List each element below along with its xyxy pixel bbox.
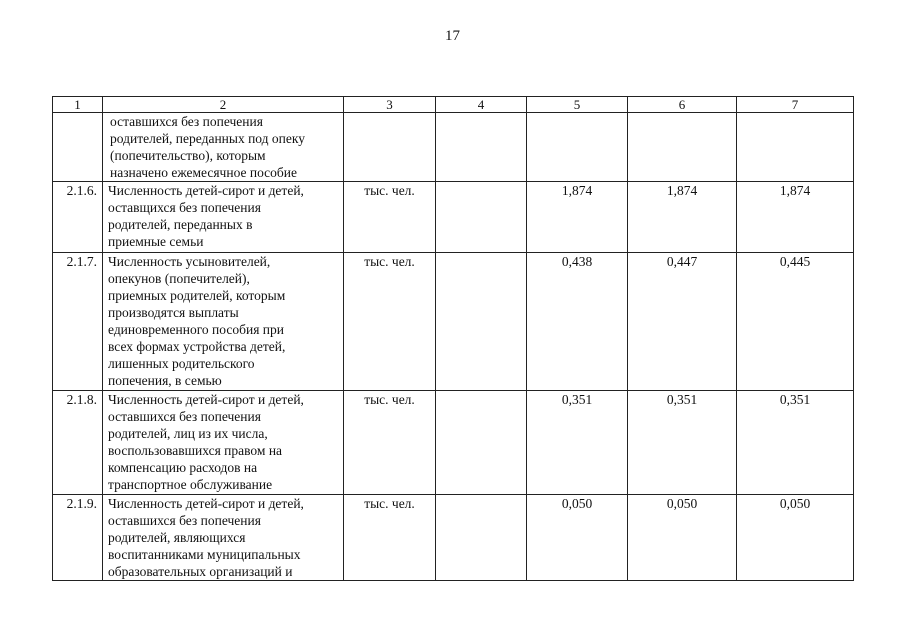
row-col4: [436, 391, 527, 495]
table-row: [53, 391, 854, 495]
row-number: 2.1.7.: [53, 253, 103, 391]
row-unit: тыс. чел.: [344, 391, 436, 495]
row-col4: [436, 495, 527, 581]
row-number: [53, 113, 103, 182]
row-description: [103, 391, 344, 495]
row-col7: 0,351: [737, 391, 854, 495]
description-line: родителей, переданных под опеку: [110, 131, 305, 146]
header-col-4: 4: [436, 97, 527, 113]
table-row: [53, 495, 854, 581]
row-description: [103, 113, 344, 182]
row-col6: [628, 113, 737, 182]
row-col7: [737, 113, 854, 182]
row-col4: [436, 113, 527, 182]
description-line: воспользовавшихся правом на: [108, 443, 283, 458]
header-col-7: 7: [737, 97, 854, 113]
description-line: транспортное обслуживание: [108, 477, 273, 492]
header-row: [53, 97, 854, 113]
description-line: оставшихся без попечения: [108, 513, 261, 528]
description-line: попечения, в семью: [108, 373, 222, 388]
description-line: Численность усыновителей,: [108, 254, 271, 269]
description-line: назначено ежемесячное пособие: [110, 165, 297, 180]
description-line: Численность детей-сирот и детей,: [108, 392, 304, 407]
description-line: оставшихся без попечения: [108, 409, 261, 424]
description-line: родителей, переданных в: [108, 217, 253, 232]
description-line: родителей, лиц из их числа,: [108, 426, 268, 441]
row-description: [103, 495, 344, 581]
row-number: 2.1.8.: [53, 391, 103, 495]
row-col7: 1,874: [737, 182, 854, 253]
row-col5: 0,351: [527, 391, 628, 495]
description-line: Численность детей-сирот и детей,: [108, 496, 304, 511]
description-line: опекунов (попечителей),: [108, 271, 250, 286]
row-description: [103, 182, 344, 253]
row-col5: [527, 113, 628, 182]
row-col4: [436, 253, 527, 391]
description-line: (попечительство), которым: [110, 148, 266, 163]
header-col-2: 2: [103, 97, 344, 113]
description-line: образовательных организаций и: [108, 564, 293, 579]
row-unit: тыс. чел.: [344, 182, 436, 253]
row-number: 2.1.6.: [53, 182, 103, 253]
row-col4: [436, 182, 527, 253]
description-line: родителей, являющихся: [108, 530, 246, 545]
row-col6: 0,050: [628, 495, 737, 581]
description-line: единовременного пособия при: [108, 322, 284, 337]
row-col6: 0,447: [628, 253, 737, 391]
row-col5: 0,438: [527, 253, 628, 391]
header-col-3: 3: [344, 97, 436, 113]
row-col7: 0,050: [737, 495, 854, 581]
table-row: [53, 253, 854, 391]
row-description: [103, 253, 344, 391]
row-col5: 1,874: [527, 182, 628, 253]
description-line: приемных родителей, которым: [108, 288, 286, 303]
description-line: компенсацию расходов на: [108, 460, 258, 475]
header-col-1: 1: [53, 97, 103, 113]
row-col6: 0,351: [628, 391, 737, 495]
row-unit: тыс. чел.: [344, 253, 436, 391]
description-line: приемные семьи: [108, 234, 204, 249]
header-col-5: 5: [527, 97, 628, 113]
row-col5: 0,050: [527, 495, 628, 581]
description-line: производятся выплаты: [108, 305, 239, 320]
table-row: [53, 182, 854, 253]
description-line: оставшихся без попечения: [110, 114, 263, 129]
description-line: Численность детей-сирот и детей,: [108, 183, 304, 198]
row-number: 2.1.9.: [53, 495, 103, 581]
description-line: всех формах устройства детей,: [108, 339, 286, 354]
description-line: оставщихся без попечения: [108, 200, 261, 215]
table-row: [53, 113, 854, 182]
description-line: лишенных родительского: [108, 356, 255, 371]
row-unit: тыс. чел.: [344, 495, 436, 581]
row-col7: 0,445: [737, 253, 854, 391]
description-line: воспитанниками муниципальных: [108, 547, 301, 562]
page-number: 17: [445, 28, 460, 44]
header-col-6: 6: [628, 97, 737, 113]
data-table: [52, 96, 854, 581]
row-col6: 1,874: [628, 182, 737, 253]
row-unit: [344, 113, 436, 182]
